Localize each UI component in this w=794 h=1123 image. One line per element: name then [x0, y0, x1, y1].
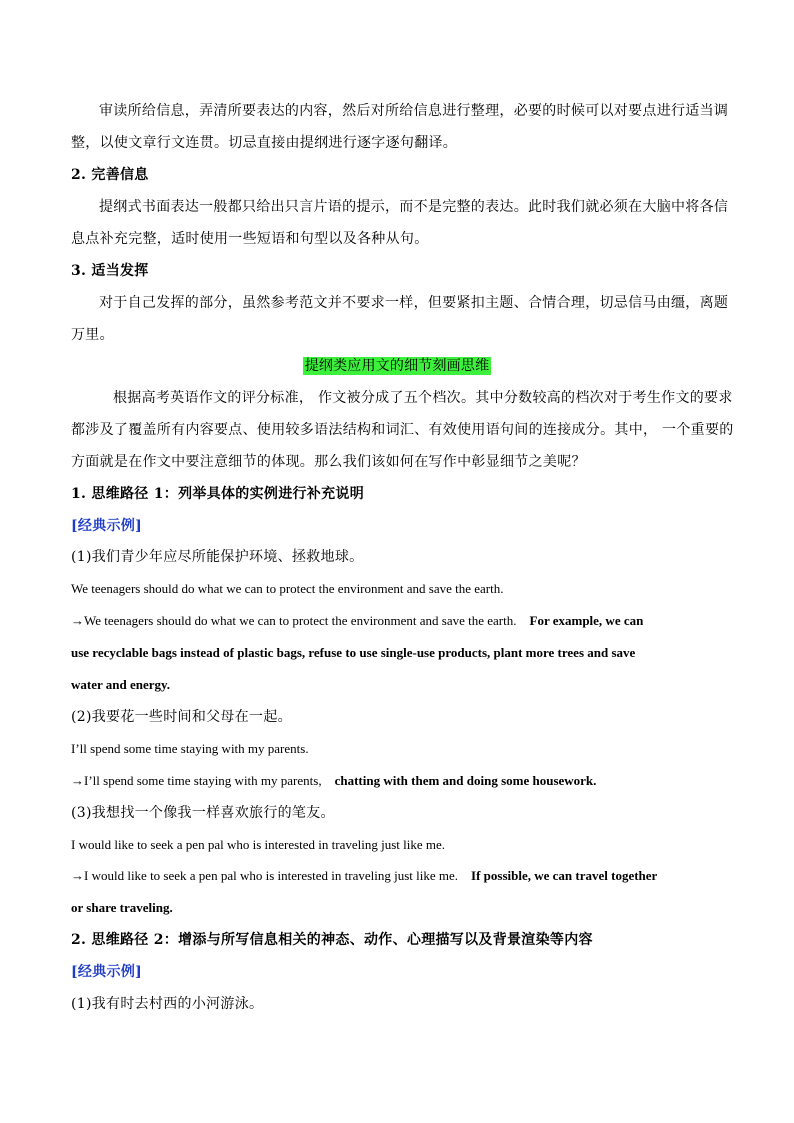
section-title: [0, 356, 794, 376]
paragraph-2-line-2: 息点补充完整，适时使用一些短语和句型以及各种从句。: [71, 231, 429, 247]
example-2-chinese: (2)我要花一些时间和父母在一起。: [71, 709, 292, 725]
example-4-chinese: (1)我有时去村西的小河游泳。: [71, 996, 264, 1012]
thinking-path-2-heading: 2. 思维路径 2：增添与所写信息相关的神态、动作、心理描写以及背景渲染等内容: [71, 932, 593, 948]
example-1-chinese: (1)我们青少年应尽所能保护环境、拯救地球。: [71, 549, 364, 565]
example-3-improved-base: →I would like to seek a pen pal who is interested in traveling just like me.: [71, 868, 459, 883]
example-1-improved-bold-1: For example, we can: [529, 613, 644, 628]
paragraph-1-line-1: 审读所给信息，弄清所要表达的内容，然后对所给信息进行整理，必要的时候可以对要点进行适当调: [99, 103, 729, 119]
paragraph-4-line-2: 都涉及了覆盖所有内容要点、使用较多语法结构和词汇、有效使用语句间的连接成分。其中， 一个重要的: [71, 422, 734, 438]
example-3-improved-bold-2: or share traveling.: [71, 900, 173, 915]
example-2-improved-base: →I’ll spend some time staying with my parents,: [71, 773, 322, 788]
paragraph-4-line-3: 方面就是在作文中要注意细节的体现。那么我们该如何在写作中彰显细节之美呢？: [71, 454, 586, 470]
example-1-improved-base: →We teenagers should do what we can to protect the environment and save the earth.: [71, 613, 517, 628]
example-1-improved: [71, 611, 721, 631]
thinking-path-1-heading: 1. 思维路径 1：列举具体的实例进行补充说明: [71, 486, 365, 502]
example-1-english: We teenagers should do what we can to protect the environment and save the earth.: [71, 581, 504, 596]
heading-complete-info: 2. 完善信息: [71, 167, 149, 183]
paragraph-3-line-2: 万里。: [71, 327, 114, 343]
example-1-improved-bold-2: use recyclable bags instead of plastic bags, refuse to use single-use products, plant more trees and save: [71, 645, 636, 660]
example-tag-2: [经典示例]: [71, 964, 143, 980]
example-2-improved: [71, 771, 721, 791]
example-2-improved-bold: chatting with them and doing some housework.: [334, 773, 597, 788]
heading-appropriate-expansion: 3. 适当发挥: [71, 263, 149, 279]
example-2-english: I’ll spend some time staying with my parents.: [71, 741, 309, 756]
paragraph-1-line-2: 整，以使文章行文连贯。切忌直接由提纲进行逐字逐句翻译。: [71, 135, 458, 151]
paragraph-2-line-1: 提纲式书面表达一般都只给出只言片语的提示，而不是完整的表达。此时我们就必须在大脑中将各信: [99, 199, 729, 215]
example-3-improved-bold-1: If possible, we can travel together: [471, 868, 658, 883]
paragraph-4-line-1: 根据高考英语作文的评分标准， 作文被分成了五个档次。其中分数较高的档次对于考生作文的要求: [113, 390, 733, 406]
paragraph-3-line-1: 对于自己发挥的部分，虽然参考范文并不要求一样，但要紧扣主题、合情合理，切忌信马由缰，离题: [99, 295, 729, 311]
example-3-improved: [71, 866, 721, 886]
example-tag-1: [经典示例]: [71, 518, 143, 534]
example-1-improved-bold-3: water and energy.: [71, 677, 171, 692]
example-3-english: I would like to seek a pen pal who is interested in traveling just like me.: [71, 837, 446, 852]
example-3-chinese: (3)我想找一个像我一样喜欢旅行的笔友。: [71, 805, 335, 821]
section-title-text: 提纲类应用文的细节刻画思维: [304, 358, 490, 374]
